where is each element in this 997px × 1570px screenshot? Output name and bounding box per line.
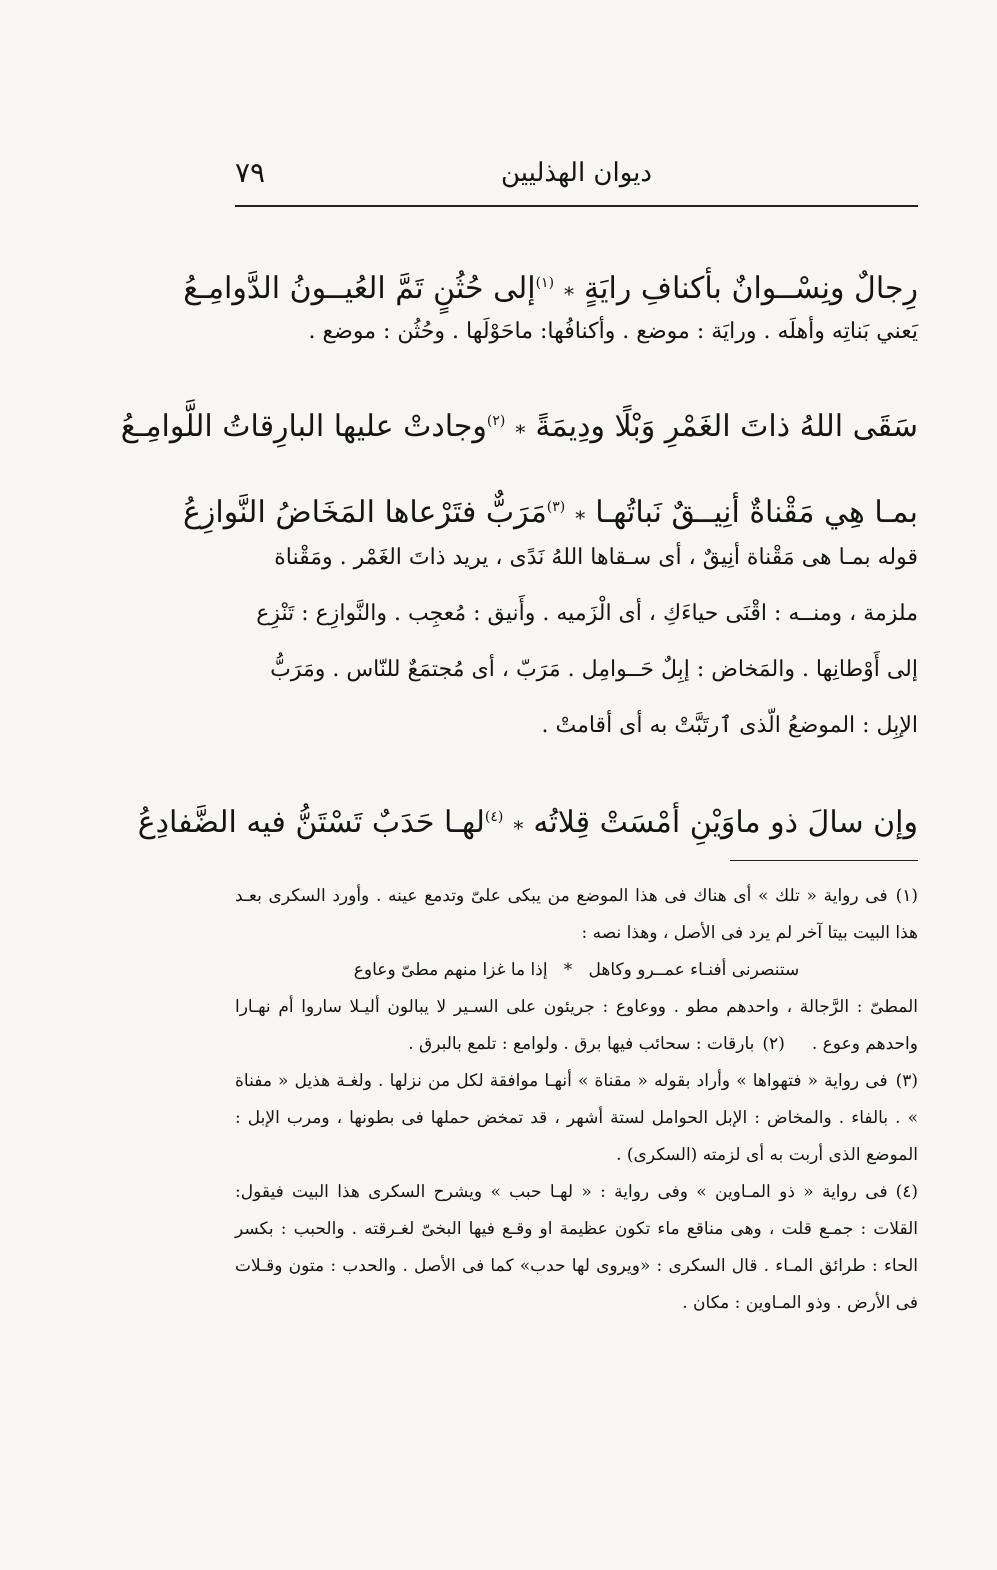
main-text (120, 220, 918, 840)
verse-separator: * (513, 816, 524, 840)
commentary-line-4: الإبِل : الموضعُ الّذى ٱرتَبَّتْ به أى أقامتْ . (541, 713, 918, 738)
footnote-1 (235, 878, 918, 952)
running-header (235, 150, 918, 198)
verse-separator: * (515, 420, 526, 444)
footnote-1-verse-left: إذا ما غزا منهم مطىّ وعاوع (353, 960, 548, 980)
verse-3-second-text: مَرَبٌّ فتَرْعاها المَخَاضُ النَّوازِعُ (183, 495, 547, 530)
verse-3 (183, 444, 918, 530)
footnote-1-cont-text: المطىّ : الرَّجالة ، واحدهم مطو . ووعاوع : جريئون على السـير لا يبالون أليـلا ساروا أم نهـارا واحدهم وعوع . (235, 997, 918, 1054)
footnote-marker-2: (٢) (486, 413, 506, 429)
verse-4 (137, 754, 918, 840)
verse-2-second-text: وجادتْ عليها البارِقاتُ اللَّوامِـعُ (120, 409, 487, 444)
commentary-line-2: ملزمة ، ومنــه : اقْنَى حياءَكِ ، أى الْزَميه . وأَنيق : مُعجِب . والنَّوازِع : تَنْزِع (256, 601, 918, 626)
footnote-1-number: (١) (895, 886, 918, 906)
footnote-4-text: فى رواية « ذو المـاوين » وفى رواية : « لهـا حبب » ويشرح السكرى هذا البيت فيقول: القلات : جمـع قلت ، وهى مناقع ماء تكون عظيمة او وقـع فيها البخىّ لغـرقته . والحبب : بكسر الحاء : طرائق المـاء . قال السكرى : «ويروى لها حدب» كما فى الأصل . والحدب : متون وقـلات فى الأرض . وذو المـاوين : مكان . (235, 1182, 918, 1313)
verse-1-second-text: إلى حُثُنٍ تَمَّ العُيــونُ الدَّوامِـعُ (183, 271, 536, 306)
verse-separator: * (564, 282, 575, 306)
verse-1 (183, 220, 918, 306)
footnote-4 (235, 1174, 918, 1322)
page-title: ديوان الهذليين (500, 158, 652, 188)
footnote-3 (235, 1063, 918, 1174)
verse-2-second-hemistich (121, 409, 506, 444)
footnote-1-verse-right: ستنصرنى أفنـاء عمــرو وكاهل (588, 960, 800, 980)
footnote-3-text: فى رواية « فتهواها » وأراد بقوله « مقناة » أنهـا موافقة لكل من نزلها . ولغـة هذيل « مفناة » . بالفاء . والمخاض : الإبل الحوامل لستة أشهر ، قد تمخض حملها فى بطونها ، ومرب الإبل : الموضع الذى أربت به أى لزمته (السكرى) . (235, 1071, 918, 1165)
verse-4-second-hemistich (138, 805, 504, 840)
footnote-marker-3: (٣) (546, 499, 566, 515)
gloss-1: يَعني بَناتِه وأهلَه . ورايَة : موضع . وأكنافُها: ماحَوْلَها . وحُثُن : موضع . (308, 319, 918, 344)
page-number: ٧٩ (235, 156, 266, 189)
verse-3-second-hemistich (183, 495, 565, 530)
verse-1-first-hemistich: رِجالٌ ونِسْــوانٌ بأكنافِ رايَةٍ (584, 271, 918, 306)
footnote-1-continuation (235, 989, 918, 1063)
footnote-marker-4: (٤) (484, 809, 504, 825)
verse-2-first-hemistich: سَقَى اللهُ ذاتَ الغَمْرِ وَبْلًا ودِيمَةً (535, 409, 918, 444)
verse-1-second-hemistich (183, 271, 554, 306)
footnote-1-verse (235, 952, 918, 989)
header-rule (235, 205, 918, 207)
footnote-1-text: فى رواية « تلك » أى هناك فى هذا الموضع من يبكى علىّ وتدمع عينه . وأورد السكرى بعـد هذا البيت بيتا آخر لم يرد فى الأصل ، وهذا نصه : (235, 886, 918, 943)
verse-4-first-hemistich: وإن سالَ ذو ماوَيْنِ أمْسَتْ قِلاتُه (533, 805, 918, 840)
verse-4-second-text: لهـا حَدَبٌ تَسْتَنُّ فيه الضَّفادِعُ (137, 805, 485, 840)
footnote-3-number: (٣) (895, 1071, 918, 1091)
footnote-2-number: (٢) (762, 1034, 785, 1054)
footnote-2-text: بارقات : سحائب فيها برق . ولوامع : تلمع بالبرق . (408, 1034, 755, 1054)
commentary-line-3: إلى أَوْطانِها . والمَخاض : إبِلٌ حَــوامِل . مَرَبّ ، أى مُجتمَعٌ للنّاس . ومَرَبُّ (270, 657, 918, 682)
footnotes (235, 878, 918, 1322)
verse-3-first-hemistich: بمـا هِي مَقْناةٌ أنِيــقٌ نَباتُهـا (595, 495, 918, 530)
footnote-1-verse-separator: * (563, 960, 573, 980)
commentary-line-1: قوله بمـا هى مَقْناة أنِيقٌ ، أى سـقاها اللهُ نَدًى ، يريد ذاتَ الغَمْر . ومَقْناة (274, 545, 918, 570)
verse-separator: * (575, 506, 586, 530)
verse-2 (120, 358, 918, 444)
footnote-4-number: (٤) (895, 1182, 918, 1202)
footnote-rule (730, 860, 918, 861)
footnote-marker-1: (١) (535, 275, 555, 291)
